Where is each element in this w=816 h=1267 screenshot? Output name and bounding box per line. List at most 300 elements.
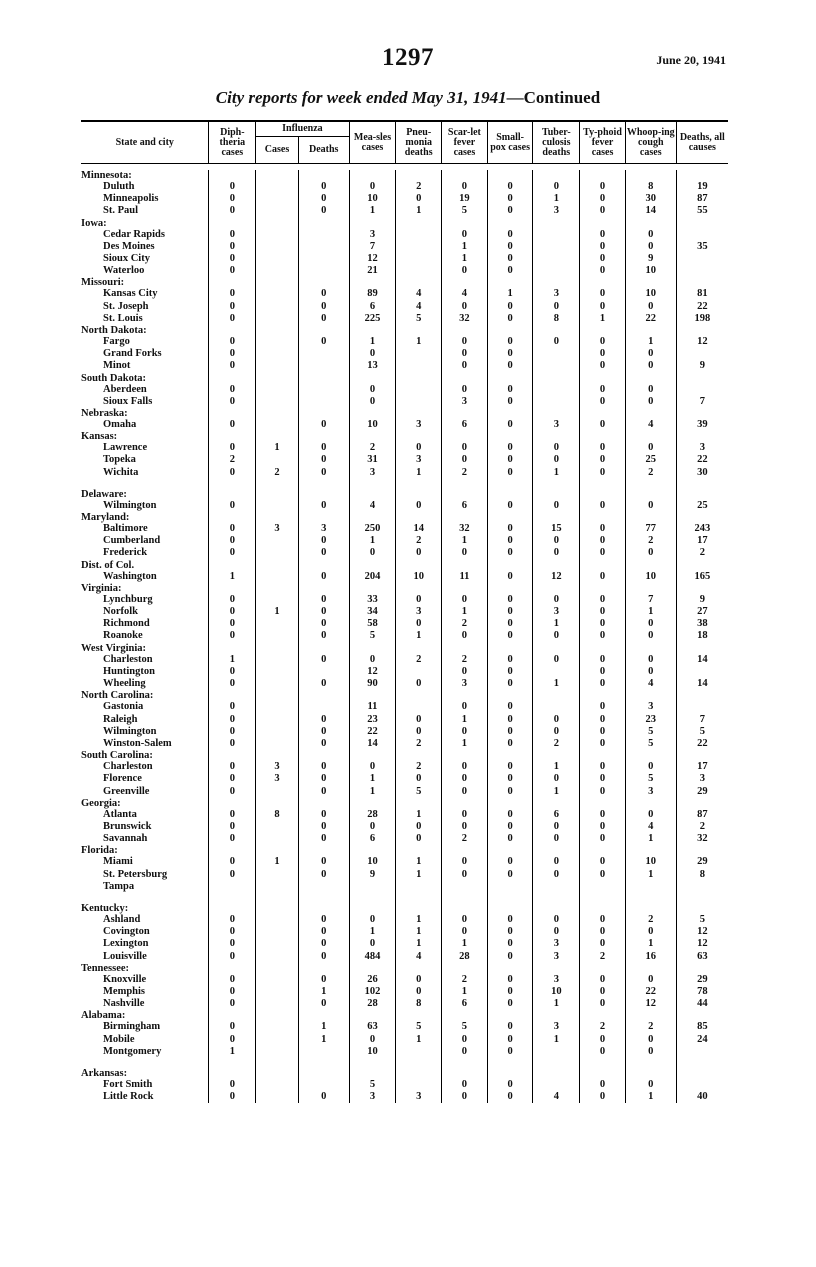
table-cell: 23 [349,714,396,726]
table-cell [256,419,299,431]
table-cell: 0 [487,666,533,678]
table-cell [396,265,442,277]
table-cell: 0 [349,547,396,559]
table-cell: 0 [487,701,533,713]
table-cell [487,750,533,761]
table-cell: 0 [442,809,488,821]
table-cell: 0 [487,809,533,821]
table-cell [487,277,533,288]
table-cell [533,170,580,181]
col-diphtheria: Diph-theria cases [209,121,256,164]
table-cell: 0 [487,253,533,265]
table-cell: 0 [580,360,626,372]
state-name: North Carolina: [81,690,154,702]
table-cell: 12 [676,336,728,348]
table-cell: 1 [209,571,256,583]
table-cell [256,738,299,750]
table-cell [580,845,626,856]
table-cell [349,690,396,701]
table-cell [676,903,728,914]
table-cell: 0 [298,833,349,845]
table-cell: 12 [676,926,728,938]
table-cell: 0 [487,205,533,217]
table-cell [676,408,728,419]
table-cell [676,1046,728,1058]
table-cell [442,750,488,761]
table-cell: 0 [298,336,349,348]
table-cell: 0 [580,1046,626,1058]
table-cell: 2 [442,974,488,986]
table-cell [396,348,442,360]
state-row [81,690,728,701]
table-cell: 0 [533,535,580,547]
table-cell: 0 [442,869,488,881]
table-cell [349,479,396,489]
table-cell: 10 [625,265,676,277]
table-cell: 0 [442,1079,488,1091]
table-cell: 1 [209,654,256,666]
table-cell [209,583,256,594]
table-body [81,164,728,1104]
table-cell [396,701,442,713]
table-cell [676,253,728,265]
table-cell [533,798,580,809]
table-cell [487,903,533,914]
city-reports-table [81,120,728,1103]
table-cell: 0 [580,726,626,738]
table-cell [625,643,676,654]
table-cell [533,881,580,893]
table-cell [625,881,676,893]
table-cell [676,560,728,571]
table-cell: 0 [209,821,256,833]
table-cell: 0 [209,419,256,431]
city-name: Sioux City [103,253,150,265]
table-cell: 0 [580,678,626,690]
table-cell [256,594,299,606]
table-cell: 0 [209,1079,256,1091]
table-cell [209,560,256,571]
table-cell [256,726,299,738]
table-cell: 0 [533,856,580,868]
city-name: Wichita [103,466,139,478]
table-cell: 0 [209,738,256,750]
table-cell [256,998,299,1010]
table-cell [81,479,209,489]
city-row [81,1091,728,1103]
city-row [81,241,728,253]
table-cell [533,893,580,903]
table-cell: 3 [396,1091,442,1103]
table-cell [396,408,442,419]
table-cell: 19 [676,181,728,193]
table-cell: 12 [533,571,580,583]
table-cell: 4 [625,678,676,690]
table-cell [256,560,299,571]
table-cell [209,218,256,229]
table-cell: 204 [349,571,396,583]
city-name: Nashville [103,998,145,1010]
table-cell: 32 [676,833,728,845]
table-cell [580,277,626,288]
table-cell: 0 [533,594,580,606]
table-cell: 0 [580,914,626,926]
table-cell: 0 [487,467,533,479]
table-cell: 0 [209,467,256,479]
table-cell [676,1068,728,1079]
city-row [81,773,728,785]
table-cell: 0 [580,229,626,241]
table-cell: 0 [209,396,256,408]
city-row [81,938,728,950]
city-row [81,914,728,926]
table-cell: 0 [298,594,349,606]
table-cell: 0 [487,926,533,938]
table-cell [580,690,626,701]
table-cell: 0 [487,951,533,963]
table-cell [533,560,580,571]
table-cell: 32 [442,313,488,325]
table-cell: 8 [625,181,676,193]
table-cell: 2 [676,821,728,833]
table-cell [676,489,728,500]
table-cell: 0 [625,360,676,372]
table-cell [256,630,299,642]
table-cell: 2 [625,467,676,479]
table-cell [580,963,626,974]
table-cell: 1 [396,914,442,926]
col-influenza: Influenza [256,121,349,137]
table-cell [676,348,728,360]
table-cell: 0 [580,998,626,1010]
table-cell [676,277,728,288]
table-cell [676,1058,728,1068]
city-name: Wilmington [103,725,157,737]
table-title [0,88,816,108]
table-cell: 5 [396,1021,442,1033]
table-cell: 0 [442,348,488,360]
table-cell: 2 [625,1021,676,1033]
table-cell [396,643,442,654]
city-row [81,396,728,408]
city-row [81,313,728,325]
table-cell [298,845,349,856]
table-cell [256,229,299,241]
city-row [81,821,728,833]
table-cell: 1 [396,926,442,938]
table-cell [487,489,533,500]
city-row [81,193,728,205]
table-cell: 0 [298,809,349,821]
table-cell [396,229,442,241]
table-cell: 3 [396,454,442,466]
table-cell: 0 [487,313,533,325]
city-name: Huntington [103,665,155,677]
table-cell: 0 [580,986,626,998]
table-cell [349,218,396,229]
table-cell: 2 [625,914,676,926]
table-cell: 0 [298,454,349,466]
table-cell: 0 [487,856,533,868]
city-row [81,738,728,750]
table-cell [349,583,396,594]
state-row [81,1068,728,1079]
table-cell: 4 [442,288,488,300]
table-cell [256,193,299,205]
table-cell: 0 [487,1079,533,1091]
table-cell [256,786,299,798]
state-row [81,750,728,761]
table-cell [442,643,488,654]
city-name: Birmingham [103,1021,161,1033]
table-cell [396,479,442,489]
table-cell: 0 [442,773,488,785]
table-cell: 1 [396,809,442,821]
table-cell [625,408,676,419]
table-cell: 0 [625,761,676,773]
city-name: Roanoke [103,630,143,642]
city-row [81,881,728,893]
table-cell: 1 [396,205,442,217]
table-cell [256,654,299,666]
table-cell: 0 [209,313,256,325]
city-name: Greenville [103,785,150,797]
table-cell [256,833,299,845]
state-row [81,963,728,974]
table-cell [442,479,488,489]
table-cell [625,218,676,229]
table-cell: 0 [487,773,533,785]
table-cell: 2 [396,654,442,666]
city-name: Frederick [103,547,148,559]
table-cell: 0 [580,666,626,678]
table-cell: 0 [580,265,626,277]
table-cell [298,241,349,253]
table-cell [487,690,533,701]
state-name: Alabama: [81,1010,126,1022]
table-cell: 0 [209,205,256,217]
table-cell [442,1068,488,1079]
table-cell: 0 [298,869,349,881]
table-cell: 0 [298,606,349,618]
table-cell: 0 [298,678,349,690]
table-cell: 0 [580,205,626,217]
table-cell [396,1068,442,1079]
table-cell [487,963,533,974]
table-cell: 0 [487,265,533,277]
table-cell: 12 [349,666,396,678]
table-cell [349,1068,396,1079]
table-cell [256,750,299,761]
table-cell [533,218,580,229]
table-cell: 0 [625,241,676,253]
table-cell [487,373,533,384]
city-row [81,726,728,738]
table-cell [396,170,442,181]
table-cell: 0 [442,360,488,372]
table-cell [533,1010,580,1021]
table-cell: 2 [580,1021,626,1033]
city-name: Aberdeen [103,383,147,395]
table-cell [209,893,256,903]
table-cell [487,325,533,336]
table-cell [396,218,442,229]
table-cell: 9 [676,360,728,372]
table-cell: 0 [442,384,488,396]
table-cell: 0 [442,336,488,348]
table-cell: 0 [298,821,349,833]
col-tuberculosis: Tuber-culosis deaths [533,121,580,164]
table-cell: 16 [625,951,676,963]
table-cell [209,1058,256,1068]
table-cell [533,229,580,241]
table-cell [298,643,349,654]
table-cell: 0 [209,181,256,193]
table-cell: 1 [533,1034,580,1046]
table-cell: 0 [580,856,626,868]
table-cell: 1 [442,738,488,750]
table-cell [676,512,728,523]
table-cell: 0 [533,654,580,666]
table-cell [256,571,299,583]
table-cell [256,845,299,856]
table-cell: 0 [533,726,580,738]
table-cell: 0 [209,856,256,868]
city-name: Wheeling [103,678,146,690]
col-deaths: Deaths, all causes [676,121,728,164]
table-cell [396,396,442,408]
table-cell: 0 [580,181,626,193]
city-row [81,500,728,512]
table-cell [256,1091,299,1103]
table-cell: 0 [442,1091,488,1103]
table-cell [256,583,299,594]
table-cell: 14 [396,523,442,535]
table-cell [256,926,299,938]
table-cell [625,798,676,809]
table-cell: 0 [209,714,256,726]
table-cell: 0 [349,938,396,950]
table-cell [580,1058,626,1068]
table-cell: 0 [580,442,626,454]
table-cell [625,963,676,974]
city-name: Topeka [103,454,136,466]
table-cell [533,643,580,654]
table-cell: 87 [676,193,728,205]
table-cell: 22 [349,726,396,738]
table-cell: 1 [349,205,396,217]
table-cell: 0 [487,535,533,547]
table-cell [676,583,728,594]
table-cell [533,348,580,360]
table-cell [442,690,488,701]
city-row [81,535,728,547]
table-cell [298,253,349,265]
table-cell [625,845,676,856]
table-cell: 58 [349,618,396,630]
table-cell [533,241,580,253]
table-cell [396,1010,442,1021]
table-cell [256,170,299,181]
table-cell: 0 [580,1091,626,1103]
table-cell [256,489,299,500]
table-cell [676,893,728,903]
city-name: St. Joseph [103,300,149,312]
city-row [81,523,728,535]
table-cell: 22 [625,986,676,998]
table-cell: 0 [396,726,442,738]
table-cell: 0 [396,618,442,630]
table-cell: 0 [209,301,256,313]
table-cell [442,798,488,809]
city-name: Lynchburg [103,593,153,605]
city-name: Omaha [103,419,137,431]
city-row [81,547,728,559]
table-cell: 4 [625,419,676,431]
table-cell: 0 [298,301,349,313]
table-cell [442,560,488,571]
table-cell: 5 [676,914,728,926]
city-name: Florence [103,773,142,785]
table-cell: 6 [442,500,488,512]
table-cell [209,1068,256,1079]
table-cell: 10 [349,419,396,431]
table-cell: 0 [625,654,676,666]
table-cell: 0 [442,181,488,193]
city-row [81,594,728,606]
table-cell [298,325,349,336]
table-cell [396,512,442,523]
table-cell [625,893,676,903]
table-cell: 0 [209,442,256,454]
table-cell: 0 [533,869,580,881]
city-name: Ashland [103,913,141,925]
table-cell: 40 [676,1091,728,1103]
table-cell: 6 [442,419,488,431]
table-cell: 0 [349,821,396,833]
table-cell [487,512,533,523]
city-row [81,951,728,963]
table-cell: 14 [625,205,676,217]
table-cell [533,750,580,761]
table-cell: 0 [298,419,349,431]
table-cell: 12 [349,253,396,265]
table-cell: 12 [625,998,676,1010]
table-cell [396,1046,442,1058]
table-cell: 3 [533,419,580,431]
table-cell [298,893,349,903]
table-cell: 0 [442,265,488,277]
table-cell [533,479,580,489]
table-cell [487,583,533,594]
table-cell [209,479,256,489]
table-cell: 0 [533,630,580,642]
table-cell [533,431,580,442]
table-cell: 0 [349,914,396,926]
table-cell: 0 [533,547,580,559]
table-cell: 0 [209,229,256,241]
city-name: Little Rock [103,1091,154,1103]
city-name: Miami [103,856,133,868]
table-cell: 0 [298,442,349,454]
table-cell: 0 [396,773,442,785]
table-cell: 5 [396,313,442,325]
table-cell: 0 [396,442,442,454]
table-cell: 3 [533,951,580,963]
city-row [81,288,728,300]
state-name: South Carolina: [81,750,153,762]
table-cell [256,512,299,523]
